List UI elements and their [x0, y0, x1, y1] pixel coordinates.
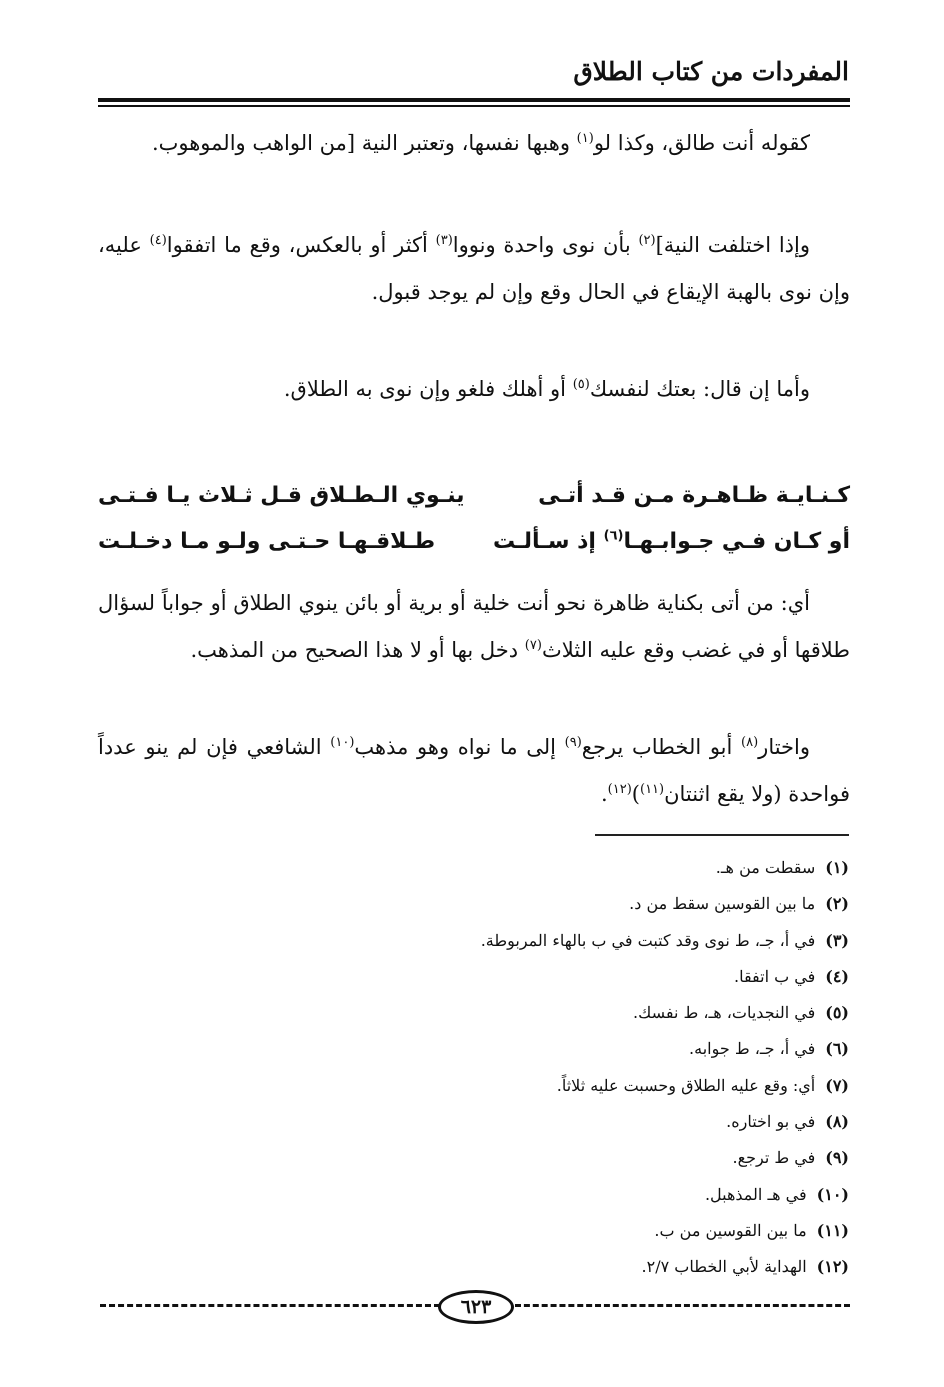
text-run: دخل بها أو لا هذا الصحيح من المذهب. [190, 638, 525, 662]
footnote-marker: (٥) [572, 377, 590, 392]
header-rule-bottom [98, 105, 850, 107]
text-run: كقوله أنت طالق، وكذا لو [593, 131, 810, 155]
footnote-text: ما بين القوسين من ب. [654, 1220, 807, 1240]
text-run: ينـوي الـطـلاق قـل ثـلاث يـا فـتـى [98, 483, 465, 508]
paragraph-4 [98, 580, 850, 674]
verse-1-second-hemistich [98, 472, 465, 520]
running-header-title: المفردات من كتاب الطلاق [573, 57, 849, 86]
footnote-number: (١) [825, 858, 849, 877]
text-run: وأما إن قال: بعتك لنفسك [589, 377, 810, 401]
footnote-marker: (٩) [564, 735, 582, 750]
footnote-number: (٩) [825, 1148, 849, 1168]
footnote-text: ما بين القوسين سقط من د. [629, 894, 816, 914]
text-run: طـلاقـهـا حـتـى ولـو مـا دخـلـت [98, 529, 436, 554]
text-run: أبو الخطاب يرجع [581, 735, 742, 759]
text-run: كـنـايـة ظـاهـرة مـن قـد أتـى [538, 483, 850, 508]
footnote-number: (١٢) [816, 1257, 849, 1277]
text-run: . [600, 782, 608, 806]
footnote-marker: (١١) [639, 782, 665, 797]
verse-line-2 [98, 518, 850, 566]
paragraph-3 [98, 366, 850, 413]
footnote-text: الهداية لأبي الخطاب ٢/٧. [641, 1257, 807, 1277]
footnote [97, 1213, 849, 1249]
header-rule-top [98, 98, 850, 102]
footnote [97, 1068, 849, 1104]
footnote-text: في النجديات، هـ، ط نفسك. [633, 1003, 816, 1023]
footnote [97, 850, 849, 886]
text-run: وإذا اختلفت النية] [655, 233, 810, 257]
footnote [97, 1140, 849, 1176]
footnote [97, 1249, 849, 1285]
footer-dashed-rule-left [100, 1304, 440, 1307]
text-run: وهبها نفسها، وتعتبر النية [من الواهب والموهوب. [151, 131, 577, 155]
footnote-text: في هـ المذهبل. [704, 1184, 807, 1204]
text-run: عليه، وإن نوى بالهبة الإيقاع في الحال وقع وإن لم يوجد قبول. [98, 233, 850, 304]
paragraph-5 [98, 724, 850, 818]
text-run: بأن نوى واحدة ونووا [452, 233, 639, 257]
text-run: واختار [758, 735, 811, 759]
verse-2-second-hemistich [98, 518, 435, 566]
footnotes-list [97, 850, 849, 1286]
page-number-badge: ٦٢٣ [438, 1290, 514, 1324]
verse-1-first-hemistich [538, 472, 850, 520]
footnote-marker: (١٠) [330, 735, 355, 750]
footnote-separator [595, 834, 849, 836]
footnote [97, 1177, 849, 1213]
verse-line-1 [98, 472, 850, 520]
footnote [97, 1104, 849, 1140]
text-run: إلى ما نواه وهو مذهب [354, 735, 565, 759]
footnote-number: (١٠) [816, 1184, 849, 1204]
footnote-text: في أ، جـ، ط جوابه. [689, 1039, 816, 1059]
footnote-marker: (٤) [149, 233, 167, 248]
footnote-number: (٢) [825, 894, 849, 914]
footnote-text: في ط ترجع. [732, 1148, 816, 1168]
text-run: إذ سـألـت [492, 529, 604, 554]
footnote [97, 1031, 849, 1067]
text-run: أكثر أو بالعكس، وقع ما اتفقوا [166, 233, 436, 257]
footnote [97, 959, 849, 995]
footnote-marker: (١) [576, 131, 594, 146]
footnote [97, 995, 849, 1031]
footnote-number: (٦) [825, 1039, 849, 1059]
paragraph-1 [98, 120, 850, 167]
footnote-number: (١١) [816, 1220, 849, 1240]
text-run: ) [631, 782, 640, 806]
footnote-marker: (١٢) [607, 782, 632, 797]
footer-dashed-rule-right [515, 1304, 850, 1307]
paragraph-2 [98, 222, 850, 316]
footnote-marker: (٧) [524, 638, 542, 653]
footnote-marker: (٦) [603, 528, 624, 544]
text-run: أو كـان فـي جـوابـهـا [623, 529, 850, 554]
footnote-number: (٧) [825, 1075, 849, 1095]
footnote-text: سقطت من هـ. [715, 858, 816, 877]
text-run: أي: من أتى بكناية ظاهرة نحو أنت خلية أو برية أو بائن ينوي الطلاق أو جواباً لسؤال طلاقها أو في غضب وقع عليه الثلاث [98, 591, 850, 662]
verse-2-first-hemistich [493, 518, 850, 566]
footnote-number: (٨) [825, 1112, 849, 1132]
text-run: الشافعي فإن لم ينو عدداً فواحدة (ولا يقع اثنتان [98, 735, 850, 806]
text-run: أو أهلك فلغو وإن نوى به الطلاق. [283, 377, 573, 401]
footnote [97, 923, 849, 959]
footnote-text: أي: وقع عليه الطلاق وحسبت عليه ثلاثاً. [556, 1075, 816, 1095]
footnote-text: في بو اختاره. [726, 1112, 816, 1132]
footnote-number: (٥) [825, 1003, 849, 1023]
footnote [97, 886, 849, 922]
footnote-number: (٤) [825, 966, 849, 986]
footnote-marker: (٢) [638, 233, 656, 248]
footnote-text: في أ، جـ، ط نوى وقد كتبت في ب بالهاء المربوطة. [480, 930, 816, 950]
footnote-marker: (٣) [435, 233, 453, 248]
footnote-number: (٣) [825, 930, 849, 950]
footnote-marker: (٨) [741, 735, 759, 750]
footnote-text: في ب اتفقا. [733, 966, 816, 986]
